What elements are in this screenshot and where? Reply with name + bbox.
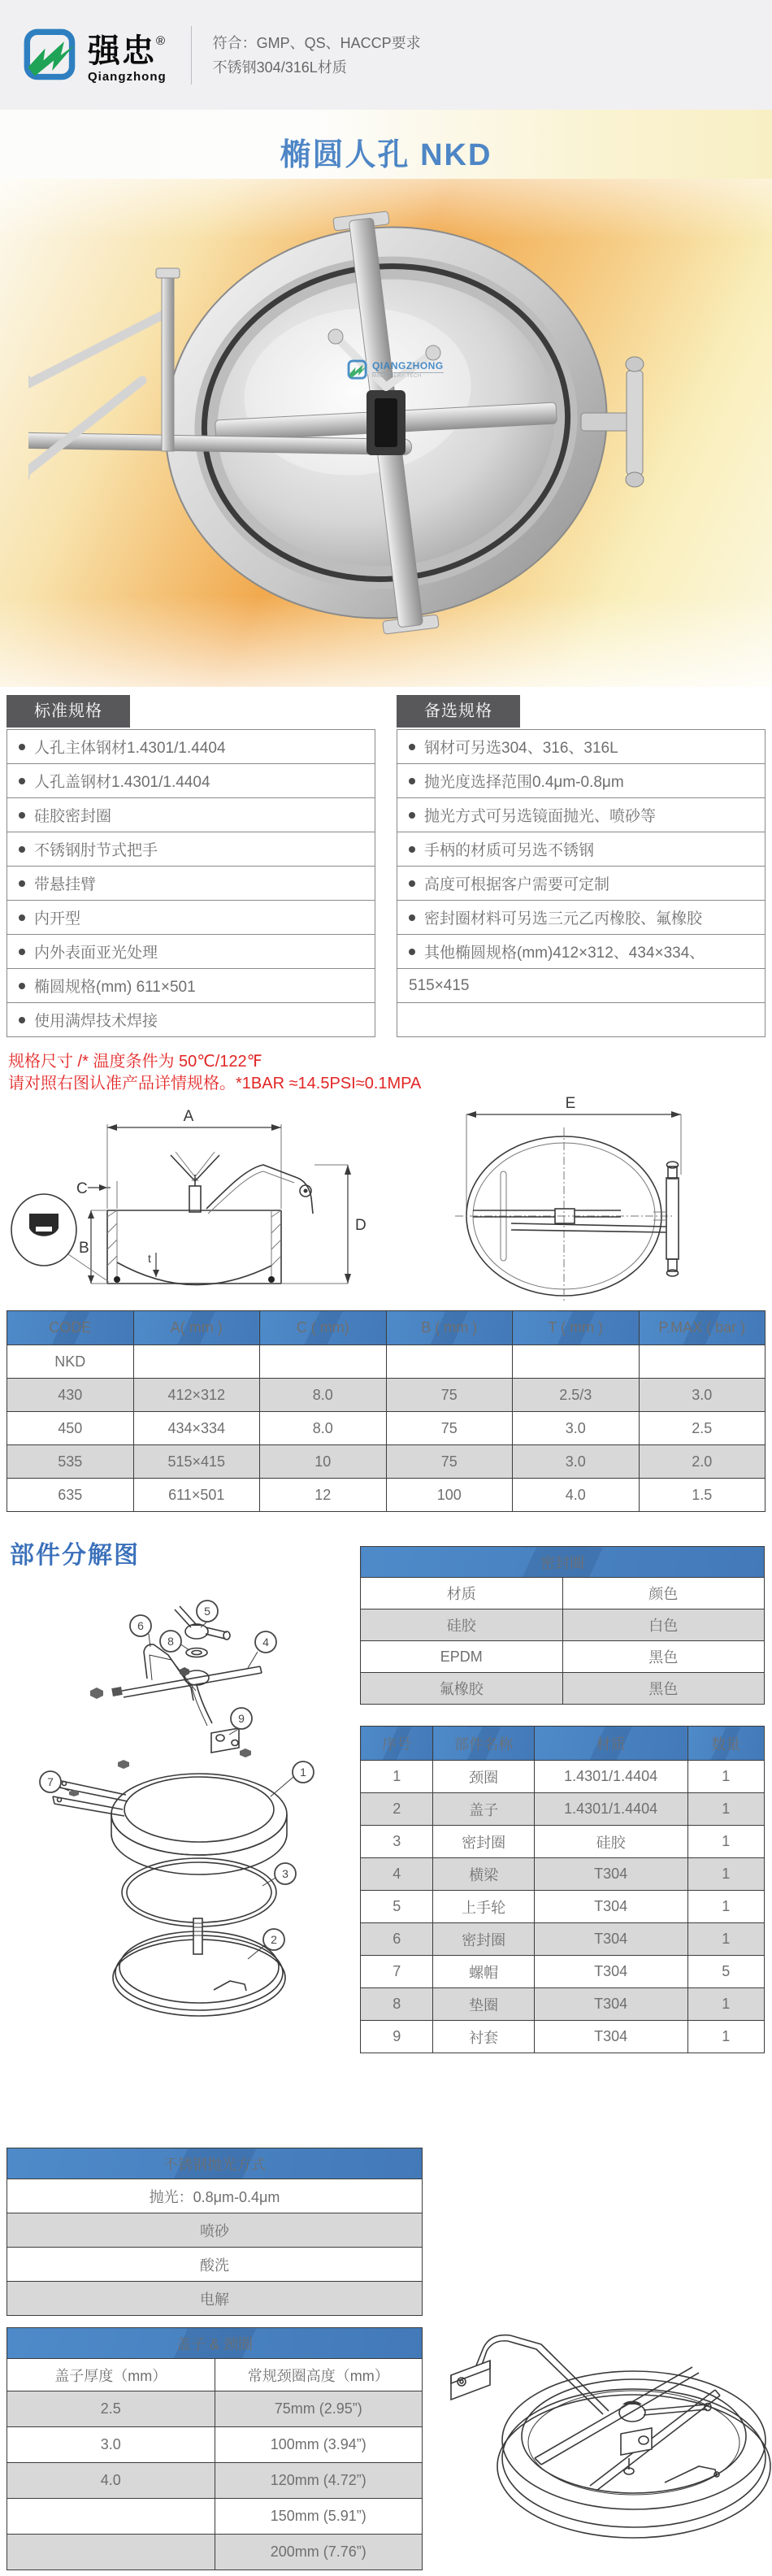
spec-text: 使用满焊技术焊接 (34, 1013, 158, 1030)
side-view-drawing (3, 1090, 377, 1303)
optional-spec-column (397, 695, 765, 1045)
col-header: 数量 (687, 1727, 764, 1761)
exploded-section (0, 1512, 772, 2146)
cover-neck-table (7, 2327, 423, 2570)
table-row (361, 1761, 765, 1793)
table-row (361, 1826, 765, 1858)
cell: 1 (687, 1826, 764, 1858)
cell: 6 (361, 1923, 433, 1956)
exploded-tables (360, 1546, 765, 2053)
table-row (7, 1345, 765, 1379)
spec-section (0, 687, 772, 1045)
cell: 电解 (7, 2282, 423, 2316)
col-header: C ( mm) (260, 1311, 387, 1345)
bottom-section (0, 2148, 772, 2576)
svg-text:7: 7 (47, 1775, 54, 1788)
cell: 120mm (4.72”) (215, 2463, 423, 2499)
watermark-brand: QIANGZHONG (372, 359, 444, 371)
list-item (397, 729, 765, 764)
cell: 12 (260, 1479, 387, 1512)
spec-text: 内外表面亚光处理 (34, 945, 158, 962)
table-row (7, 2179, 423, 2213)
spec-text: 人孔盖钢材1.4301/1.4404 (34, 774, 210, 791)
cell: 5 (687, 1956, 764, 1988)
cell: 1 (687, 1761, 764, 1793)
svg-text:1: 1 (300, 1766, 306, 1779)
title-band (0, 110, 772, 179)
col-header: 材质 (534, 1727, 687, 1761)
callout-1 (293, 1761, 314, 1783)
table-row (361, 1578, 765, 1609)
cell: 8 (361, 1988, 433, 2021)
cell: 黑色 (562, 1641, 765, 1673)
table-row (7, 2391, 423, 2427)
cell: 上手轮 (433, 1891, 534, 1923)
cell: 颜色 (562, 1578, 765, 1609)
table-row (7, 1412, 765, 1445)
cell (260, 1345, 387, 1379)
header-taglines (213, 31, 421, 80)
bullet-icon (19, 846, 25, 853)
table-row (7, 2427, 423, 2463)
cell: 衬套 (433, 2021, 534, 2053)
table-row (7, 1379, 765, 1412)
table-row (7, 2213, 423, 2248)
brand-logo (23, 28, 167, 83)
cell: 材质 (361, 1578, 563, 1609)
bullet-icon (19, 812, 25, 819)
table-row (361, 1988, 765, 2021)
standard-spec-column (7, 695, 375, 1045)
callout-2 (263, 1929, 284, 1950)
optional-spec-list (397, 729, 765, 1037)
cell: 2.5 (7, 2391, 215, 2427)
cell: 5 (361, 1891, 433, 1923)
exploded-section-title: 部件分解图 (10, 1542, 140, 1569)
cell: 1.4301/1.4404 (534, 1793, 687, 1826)
spec-text: 带悬挂臂 (34, 876, 97, 893)
spec-text: 密封圈材料可另选三元乙丙橡胶、氟橡胶 (424, 910, 703, 927)
cell: 1.5 (639, 1479, 765, 1512)
spec-text: 硅胶密封圈 (34, 808, 112, 825)
cell: T304 (534, 1858, 687, 1891)
list-item (397, 832, 765, 867)
cell: 密封圈 (433, 1923, 534, 1956)
list-item (397, 866, 765, 901)
cell: NKD (7, 1345, 134, 1379)
table-row (361, 1956, 765, 1988)
svg-text:3: 3 (282, 1867, 288, 1880)
table-row (7, 2463, 423, 2499)
svg-text:t: t (148, 1252, 151, 1265)
spec-text: 抛光度选择范围0.4μm-0.8μm (424, 774, 624, 791)
bullet-icon (19, 880, 25, 887)
page-title: 椭圆人孔 NKD (280, 138, 492, 172)
cell: 硅胶 (534, 1826, 687, 1858)
table-row (361, 1609, 765, 1641)
cell: 白色 (562, 1609, 765, 1641)
brand-name-en: Qiangzhong (88, 69, 167, 84)
cell: T304 (534, 1956, 687, 1988)
cell: 3.0 (513, 1412, 640, 1445)
technical-drawings (0, 1090, 772, 1305)
cell: 3.0 (513, 1445, 640, 1479)
product-photo (0, 179, 772, 687)
callout-7 (40, 1771, 61, 1792)
isometric-manhole-drawing (431, 2253, 772, 2570)
svg-text:2: 2 (271, 1933, 277, 1946)
cell: 8.0 (260, 1379, 387, 1412)
cell: 635 (7, 1479, 134, 1512)
cell: 430 (7, 1379, 134, 1412)
callout-4 (255, 1631, 276, 1653)
cell: 2.5/3 (513, 1379, 640, 1412)
header-divider (191, 26, 192, 85)
list-item (7, 900, 375, 935)
list-item (7, 832, 375, 867)
standard-spec-list (7, 729, 375, 1037)
bullet-icon (409, 914, 415, 921)
svg-text:8: 8 (167, 1635, 174, 1648)
list-item (7, 1002, 375, 1037)
cell: 200mm (7.76”) (215, 2535, 423, 2570)
list-item (7, 934, 375, 969)
col-header: CODE (7, 1311, 134, 1345)
cell: 螺帽 (433, 1956, 534, 1988)
cell: 1.4301/1.4404 (534, 1761, 687, 1793)
cell: 1 (687, 1891, 764, 1923)
svg-text:A: A (183, 1108, 194, 1125)
table-title-row (361, 1547, 765, 1578)
cell: 1 (687, 2021, 764, 2053)
cell: 1 (687, 1923, 764, 1956)
table-header-row (361, 1727, 765, 1761)
svg-text:D: D (355, 1217, 366, 1234)
watermark-logo-icon (347, 359, 368, 380)
cell: 75 (386, 1412, 513, 1445)
cell: 氟橡胶 (361, 1673, 563, 1705)
bullet-icon (19, 983, 25, 989)
bullet-icon (409, 949, 415, 955)
svg-text:6: 6 (137, 1619, 144, 1632)
cell: 8.0 (260, 1412, 387, 1445)
front-view-drawing (377, 1090, 759, 1303)
cell: 10 (260, 1445, 387, 1479)
table-row (7, 1445, 765, 1479)
bullet-icon (19, 744, 25, 750)
brand-name-cn: 强忠 (88, 33, 156, 69)
spec-text: 高度可根据客户需要可定制 (424, 876, 610, 893)
spec-text: 内开型 (34, 910, 81, 927)
cell: EPDM (361, 1641, 563, 1673)
cell: 100 (386, 1479, 513, 1512)
cell: 2 (361, 1793, 433, 1826)
bullet-icon (409, 812, 415, 819)
svg-text:E: E (565, 1095, 576, 1112)
list-item (7, 763, 375, 798)
cell: 横梁 (433, 1858, 534, 1891)
cell: T304 (534, 1891, 687, 1923)
bullet-icon (19, 778, 25, 784)
cell: 100mm (3.94”) (215, 2427, 423, 2463)
callout-8 (160, 1631, 181, 1652)
brand-logo-icon (23, 28, 78, 83)
svg-text:B: B (79, 1240, 89, 1257)
cell (7, 2535, 215, 2570)
list-item (397, 934, 765, 969)
spec-text: 手柄的材质可另选不锈钢 (424, 842, 595, 859)
cell: 450 (7, 1412, 134, 1445)
cell: 515×415 (133, 1445, 260, 1479)
table-title: 密封圈 (361, 1547, 765, 1578)
cell: 盖子 (433, 1793, 534, 1826)
list-item (7, 968, 375, 1003)
callout-9 (231, 1708, 252, 1729)
svg-text:C: C (76, 1180, 88, 1197)
cell: 3.0 (639, 1379, 765, 1412)
cell (386, 1345, 513, 1379)
exploded-diagram (4, 1577, 358, 2142)
bullet-icon (409, 846, 415, 853)
size-table (7, 1310, 765, 1512)
table-row (361, 1793, 765, 1826)
list-item (397, 900, 765, 935)
cell: 颈圈 (433, 1761, 534, 1793)
spec-text: 515×415 (409, 976, 470, 994)
seal-ring-table (360, 1546, 765, 1705)
table-row (361, 1673, 765, 1705)
callout-6 (130, 1615, 151, 1636)
watermark-sub: MACHINERY TECH (372, 372, 444, 380)
size-table-section (0, 1305, 772, 1512)
bullet-icon (19, 949, 25, 955)
notice-line1: 规格尺寸 /* 温度条件为 50℃/122℉ (8, 1053, 262, 1071)
page-header (0, 0, 772, 110)
list-item (7, 797, 375, 832)
list-item (397, 1002, 765, 1037)
spec-text: 其他椭圆规格(mm)412×312、434×334、 (424, 945, 705, 962)
cell: 黑色 (562, 1673, 765, 1705)
manhole-render (28, 179, 744, 667)
table-title-row (7, 2148, 423, 2179)
spec-notice (0, 1045, 772, 1093)
table-row (7, 1479, 765, 1512)
cell: 3 (361, 1826, 433, 1858)
cell: 4.0 (513, 1479, 640, 1512)
cell: 硅胶 (361, 1609, 563, 1641)
table-header-row (7, 1311, 765, 1345)
table-title: 盖子 & 颈圈 (7, 2328, 423, 2359)
cell: 75 (386, 1379, 513, 1412)
cell: 2.0 (639, 1445, 765, 1479)
cell: 密封圈 (433, 1826, 534, 1858)
cell: 喷砂 (7, 2213, 423, 2248)
cell: T304 (534, 1988, 687, 2021)
cell: T304 (534, 1923, 687, 1956)
notice-line2: 请对照右图认准产品详情规格。*1BAR ≈14.5PSI≈0.1MPA (8, 1075, 422, 1093)
brand-text (88, 35, 167, 83)
svg-text:9: 9 (238, 1712, 245, 1725)
table-header-row (7, 2359, 423, 2391)
cell: 412×312 (133, 1379, 260, 1412)
bullet-icon (19, 1017, 25, 1023)
cell (133, 1345, 260, 1379)
cell (513, 1345, 640, 1379)
polish-table (7, 2148, 423, 2316)
table-row (361, 2021, 765, 2053)
cell: 150mm (5.91”) (215, 2499, 423, 2535)
list-item (397, 968, 765, 1003)
parts-list-table (360, 1726, 765, 2053)
table-row (361, 1858, 765, 1891)
standard-spec-heading: 标准规格 (7, 695, 130, 728)
cell: 1 (687, 1793, 764, 1826)
cell: T304 (534, 2021, 687, 2053)
cell: 75mm (2.95”) (215, 2391, 423, 2427)
list-item (7, 866, 375, 901)
bullet-icon (409, 744, 415, 750)
cell: 垫圈 (433, 1988, 534, 2021)
spec-text: 不锈钢肘节式把手 (34, 842, 158, 859)
table-title-row (7, 2328, 423, 2359)
col-header: 常规颈圈高度（mm） (215, 2359, 423, 2391)
cell: 3.0 (7, 2427, 215, 2463)
tagline-compliance: 符合：GMP、QS、HACCP要求 (212, 34, 421, 51)
callout-5 (197, 1601, 218, 1622)
cell: 9 (361, 2021, 433, 2053)
cell: 434×334 (133, 1412, 260, 1445)
col-header: B ( mm ) (386, 1311, 513, 1345)
callout-3 (275, 1863, 296, 1884)
photo-watermark (347, 359, 444, 380)
col-header: A( mm ) (133, 1311, 260, 1345)
cell: 抛光：0.8μm-0.4μm (7, 2179, 423, 2213)
list-item (397, 797, 765, 832)
svg-text:5: 5 (204, 1605, 210, 1618)
spec-text: 椭圆规格(mm) 611×501 (34, 979, 196, 996)
svg-text:4: 4 (262, 1636, 269, 1649)
list-item (7, 729, 375, 764)
table-row (7, 2282, 423, 2316)
registered-mark: ® (156, 33, 166, 48)
cell: 75 (386, 1445, 513, 1479)
optional-spec-heading: 备选规格 (397, 695, 520, 728)
bullet-icon (409, 778, 415, 784)
col-header: P.MAX ( bar ) (639, 1311, 765, 1345)
cell: 7 (361, 1956, 433, 1988)
tagline-material: 不锈钢304/316L材质 (212, 59, 347, 76)
table-row (361, 1641, 765, 1673)
cell: 2.5 (639, 1412, 765, 1445)
cell: 酸洗 (7, 2248, 423, 2282)
col-header: 盖子厚度（mm） (7, 2359, 215, 2391)
cell: 535 (7, 1445, 134, 1479)
table-row (361, 1923, 765, 1956)
spec-text: 抛光方式可另选镜面抛光、喷砂等 (424, 808, 657, 825)
spec-text: 钢材可另选304、316、316L (424, 740, 618, 757)
cell: 4.0 (7, 2463, 215, 2499)
cell: 4 (361, 1858, 433, 1891)
table-row (7, 2499, 423, 2535)
cell: 1 (687, 1858, 764, 1891)
col-header: 序号 (361, 1727, 433, 1761)
bullet-icon (409, 880, 415, 887)
cell: 611×501 (133, 1479, 260, 1512)
table-title: 不锈钢抛光方式 (7, 2148, 423, 2179)
list-item (397, 763, 765, 798)
cell (639, 1345, 765, 1379)
cell: 1 (361, 1761, 433, 1793)
table-row (7, 2248, 423, 2282)
col-header: 部件名称 (433, 1727, 534, 1761)
table-row (361, 1891, 765, 1923)
bullet-icon (19, 914, 25, 921)
spec-text: 人孔主体钢材1.4301/1.4404 (34, 740, 226, 757)
table-row (7, 2535, 423, 2570)
cell: 1 (687, 1988, 764, 2021)
cell (7, 2499, 215, 2535)
col-header: T ( mm ) (513, 1311, 640, 1345)
